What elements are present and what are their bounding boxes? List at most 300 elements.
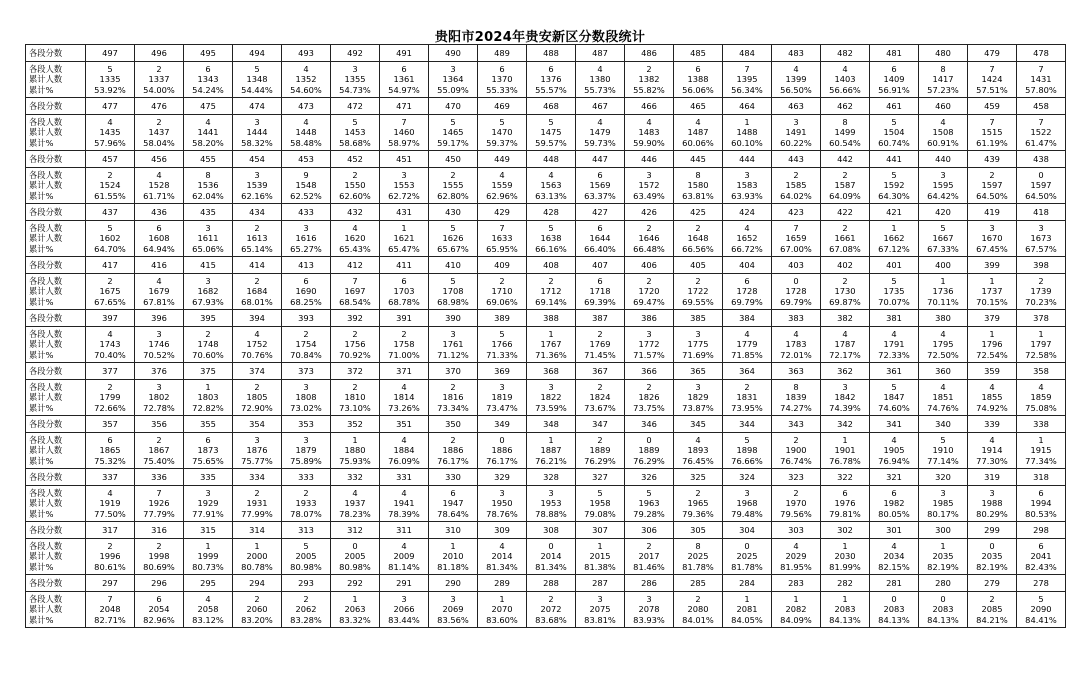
stats-cell — [870, 327, 919, 363]
cumulative-percent: 75.32% — [94, 455, 126, 466]
score-cell: 455 — [184, 151, 233, 168]
stats-cell — [1017, 592, 1066, 628]
cumulative-percent: 73.34% — [437, 402, 469, 413]
cumulative-count: 1730 — [834, 286, 856, 297]
score-cell: 445 — [674, 151, 723, 168]
stats-cell — [233, 486, 282, 522]
score-cell: 485 — [674, 45, 723, 62]
segment-count: 2 — [450, 382, 456, 393]
stats-cell — [478, 486, 527, 522]
cumulative-percent: 54.73% — [339, 84, 371, 95]
cumulative-percent: 82.96% — [143, 614, 175, 625]
score-cell: 471 — [380, 98, 429, 115]
cumulative-percent: 57.80% — [1025, 84, 1057, 95]
cumulative-count: 1901 — [834, 445, 856, 456]
stats-cell — [478, 115, 527, 151]
segment-count: 2 — [107, 541, 113, 552]
segment-count: 2 — [107, 276, 113, 287]
segment-count: 8 — [940, 64, 946, 75]
stats-cell — [380, 221, 429, 257]
stats-cell — [919, 433, 968, 469]
cumulative-percent: 67.12% — [878, 243, 910, 254]
cumulative-percent: 60.54% — [829, 137, 861, 148]
cumulative-count: 1910 — [932, 445, 954, 456]
segment-count: 2 — [254, 382, 260, 393]
cumulative-percent: 71.57% — [633, 349, 665, 360]
score-cell: 426 — [625, 204, 674, 221]
cumulative-count: 1879 — [295, 445, 317, 456]
cumulative-count: 1348 — [246, 74, 268, 85]
stats-cell — [919, 274, 968, 310]
stats-cell — [772, 327, 821, 363]
segment-count: 2 — [989, 170, 995, 181]
page-title: 贵阳市2024年贵安新区分数段统计 — [434, 30, 646, 45]
cumulative-percent: 56.34% — [731, 84, 763, 95]
stats-cell — [86, 221, 135, 257]
score-cell: 329 — [478, 469, 527, 486]
cumulative-count: 1441 — [197, 127, 219, 138]
cumulative-count: 1399 — [785, 74, 807, 85]
score-cell: 323 — [772, 469, 821, 486]
score-cell: 345 — [674, 416, 723, 433]
cumulative-percent: 59.57% — [535, 137, 567, 148]
cumulative-count: 1587 — [834, 180, 856, 191]
score-cell: 379 — [968, 310, 1017, 327]
stats-label-cell — [26, 221, 86, 257]
score-cell: 344 — [723, 416, 772, 433]
score-cell: 363 — [772, 363, 821, 380]
cumulative-percent: 72.90% — [241, 402, 273, 413]
stats-cell — [478, 327, 527, 363]
score-cell: 365 — [674, 363, 723, 380]
stats-cell — [429, 168, 478, 204]
cumulative-percent: 66.56% — [682, 243, 714, 254]
stats-cell — [1017, 221, 1066, 257]
score-cell: 279 — [968, 575, 1017, 592]
stats-cell — [1017, 327, 1066, 363]
cumulative-count: 1947 — [442, 498, 464, 509]
score-cell: 351 — [380, 416, 429, 433]
score-cell: 357 — [86, 416, 135, 433]
stats-cell — [1017, 168, 1066, 204]
segment-count: 1 — [1038, 435, 1044, 446]
stats-cell — [429, 539, 478, 575]
cumulative-count: 1592 — [883, 180, 905, 191]
segment-count: 2 — [156, 435, 162, 446]
cumulative-count: 1831 — [736, 392, 758, 403]
cumulative-percent: 67.81% — [143, 296, 175, 307]
score-cell: 341 — [870, 416, 919, 433]
stats-cell — [478, 168, 527, 204]
cumulative-percent: 82.19% — [976, 561, 1008, 572]
segment-count: 2 — [450, 170, 456, 181]
score-cell: 378 — [1017, 310, 1066, 327]
score-cell: 292 — [331, 575, 380, 592]
score-cell: 295 — [184, 575, 233, 592]
cumulative-percent: 84.09% — [780, 614, 812, 625]
score-cell: 340 — [919, 416, 968, 433]
cumulative-count: 1417 — [932, 74, 954, 85]
cumulative-count: 1652 — [736, 233, 758, 244]
score-cell: 399 — [968, 257, 1017, 274]
score-cell: 307 — [576, 522, 625, 539]
segment-count: 6 — [401, 276, 407, 287]
cumulative-count: 2075 — [589, 604, 611, 615]
label-percent: 累计% — [29, 137, 54, 148]
segment-count: 1 — [842, 435, 848, 446]
cumulative-count: 2048 — [99, 604, 121, 615]
cumulative-count: 1803 — [197, 392, 219, 403]
cumulative-count: 1783 — [785, 339, 807, 350]
stats-cell — [821, 433, 870, 469]
score-cell: 322 — [821, 469, 870, 486]
segment-count: 5 — [1038, 594, 1044, 605]
stats-label-cell — [26, 327, 86, 363]
stats-cell — [870, 62, 919, 98]
segment-count: 5 — [450, 223, 456, 234]
label-cumulative: 累计人数 — [29, 392, 63, 403]
score-cell: 416 — [135, 257, 184, 274]
stats-cell — [1017, 62, 1066, 98]
stats-cell — [723, 486, 772, 522]
stats-cell — [135, 539, 184, 575]
cumulative-percent: 68.25% — [290, 296, 322, 307]
cumulative-percent: 81.38% — [584, 561, 616, 572]
cumulative-percent: 63.13% — [535, 190, 567, 201]
cumulative-percent: 84.21% — [976, 614, 1008, 625]
score-cell: 427 — [576, 204, 625, 221]
cumulative-count: 2029 — [785, 551, 807, 562]
cumulative-percent: 76.78% — [829, 455, 861, 466]
segment-count: 3 — [499, 488, 505, 499]
segment-count: 4 — [401, 382, 407, 393]
score-cell: 282 — [821, 575, 870, 592]
score-cell: 373 — [282, 363, 331, 380]
score-cell: 495 — [184, 45, 233, 62]
cumulative-percent: 76.17% — [486, 455, 518, 466]
stats-cell — [772, 486, 821, 522]
segment-count: 7 — [989, 64, 995, 75]
score-cell: 432 — [331, 204, 380, 221]
stats-cell — [184, 380, 233, 416]
stats-cell — [919, 168, 968, 204]
score-cell: 319 — [968, 469, 1017, 486]
score-cell: 417 — [86, 257, 135, 274]
segment-count: 6 — [1038, 488, 1044, 499]
score-cell: 313 — [282, 522, 331, 539]
score-cell: 374 — [233, 363, 282, 380]
score-cell: 444 — [723, 151, 772, 168]
cumulative-percent: 76.21% — [535, 455, 567, 466]
stats-cell — [674, 592, 723, 628]
stats-label-cell — [26, 168, 86, 204]
cumulative-percent: 83.28% — [290, 614, 322, 625]
cumulative-count: 1550 — [344, 180, 366, 191]
segment-count: 3 — [499, 382, 505, 393]
cumulative-percent: 68.98% — [437, 296, 469, 307]
stats-cell — [527, 380, 576, 416]
stats-cell — [674, 274, 723, 310]
score-cell: 330 — [429, 469, 478, 486]
segment-count: 4 — [744, 223, 750, 234]
cumulative-percent: 80.53% — [1025, 508, 1057, 519]
segment-count: 4 — [989, 435, 995, 446]
score-cell: 286 — [625, 575, 674, 592]
cumulative-count: 2030 — [834, 551, 856, 562]
score-cell: 472 — [331, 98, 380, 115]
cumulative-percent: 80.61% — [94, 561, 126, 572]
score-cell: 331 — [380, 469, 429, 486]
cumulative-count: 1728 — [785, 286, 807, 297]
cumulative-percent: 71.45% — [584, 349, 616, 360]
cumulative-percent: 60.91% — [927, 137, 959, 148]
segment-count: 4 — [303, 64, 309, 75]
cumulative-count: 1735 — [883, 286, 905, 297]
cumulative-count: 1814 — [393, 392, 415, 403]
cumulative-percent: 71.12% — [437, 349, 469, 360]
segment-count: 2 — [548, 276, 554, 287]
segment-count: 6 — [156, 594, 162, 605]
score-cell: 306 — [625, 522, 674, 539]
score-row — [26, 522, 1066, 539]
stats-cell — [380, 327, 429, 363]
stats-cell — [919, 592, 968, 628]
segment-count: 4 — [401, 435, 407, 446]
stats-cell — [870, 539, 919, 575]
score-cell: 461 — [870, 98, 919, 115]
stats-cell — [233, 221, 282, 257]
stats-row — [26, 433, 1066, 469]
score-cell: 465 — [674, 98, 723, 115]
stats-cell — [331, 592, 380, 628]
segment-count: 2 — [793, 435, 799, 446]
segment-count: 4 — [695, 435, 701, 446]
segment-count: 4 — [107, 329, 113, 340]
score-cell: 453 — [282, 151, 331, 168]
cumulative-count: 1847 — [883, 392, 905, 403]
cumulative-count: 1337 — [148, 74, 170, 85]
score-cell: 458 — [1017, 98, 1066, 115]
segment-count: 6 — [891, 64, 897, 75]
cumulative-percent: 68.01% — [241, 296, 273, 307]
stats-cell — [870, 274, 919, 310]
stats-cell — [772, 433, 821, 469]
cumulative-percent: 83.12% — [192, 614, 224, 625]
segment-count: 4 — [891, 329, 897, 340]
segment-count: 5 — [499, 117, 505, 128]
cumulative-count: 1865 — [99, 445, 121, 456]
cumulative-count: 2062 — [295, 604, 317, 615]
cumulative-percent: 57.23% — [927, 84, 959, 95]
segment-count: 4 — [156, 170, 162, 181]
segment-count: 3 — [646, 594, 652, 605]
label-cumulative: 累计人数 — [29, 127, 63, 138]
score-cell: 394 — [233, 310, 282, 327]
cumulative-percent: 59.37% — [486, 137, 518, 148]
label-percent: 累计% — [29, 402, 54, 413]
score-cell: 284 — [723, 575, 772, 592]
segment-count: 5 — [940, 223, 946, 234]
label-percent: 累计% — [29, 349, 54, 360]
cumulative-count: 2081 — [736, 604, 758, 615]
cumulative-percent: 79.48% — [731, 508, 763, 519]
cumulative-count: 1583 — [736, 180, 758, 191]
segment-count: 4 — [352, 223, 358, 234]
score-cell: 287 — [576, 575, 625, 592]
stats-cell — [184, 221, 233, 257]
stats-cell — [674, 486, 723, 522]
score-cell: 411 — [380, 257, 429, 274]
segment-count: 2 — [156, 117, 162, 128]
cumulative-count: 1335 — [99, 74, 121, 85]
stats-cell — [282, 168, 331, 204]
cumulative-percent: 56.50% — [780, 84, 812, 95]
segment-count: 4 — [548, 170, 554, 181]
stats-cell — [429, 327, 478, 363]
stats-cell — [429, 433, 478, 469]
stats-cell — [1017, 274, 1066, 310]
cumulative-count: 1893 — [687, 445, 709, 456]
cumulative-count: 1504 — [883, 127, 905, 138]
segment-count: 2 — [695, 488, 701, 499]
score-cell: 446 — [625, 151, 674, 168]
cumulative-count: 2025 — [687, 551, 709, 562]
segment-count: 3 — [254, 170, 260, 181]
stats-cell — [968, 539, 1017, 575]
cumulative-count: 1884 — [393, 445, 415, 456]
cumulative-percent: 55.82% — [633, 84, 665, 95]
segment-count: 4 — [303, 117, 309, 128]
cumulative-count: 1355 — [344, 74, 366, 85]
stats-cell — [919, 221, 968, 257]
stats-cell — [233, 115, 282, 151]
cumulative-count: 1953 — [540, 498, 562, 509]
cumulative-count: 1431 — [1030, 74, 1052, 85]
cumulative-count: 1569 — [589, 180, 611, 191]
score-row — [26, 310, 1066, 327]
segment-count: 2 — [254, 223, 260, 234]
cumulative-percent: 70.23% — [1025, 296, 1057, 307]
score-cell: 481 — [870, 45, 919, 62]
segment-count: 1 — [352, 435, 358, 446]
cumulative-percent: 73.02% — [290, 402, 322, 413]
stats-cell — [821, 221, 870, 257]
cumulative-count: 1926 — [148, 498, 170, 509]
score-cell: 449 — [478, 151, 527, 168]
segment-count: 0 — [793, 276, 799, 287]
score-cell: 459 — [968, 98, 1017, 115]
segment-count: 3 — [205, 223, 211, 234]
stats-row — [26, 168, 1066, 204]
stats-cell — [184, 168, 233, 204]
score-cell: 437 — [86, 204, 135, 221]
score-cell: 433 — [282, 204, 331, 221]
cumulative-count: 2058 — [197, 604, 219, 615]
segment-count: 2 — [352, 170, 358, 181]
cumulative-count: 1616 — [295, 233, 317, 244]
cumulative-percent: 55.09% — [437, 84, 469, 95]
score-label-cell: 各段分数 — [26, 310, 86, 327]
cumulative-count: 1659 — [785, 233, 807, 244]
score-cell: 376 — [135, 363, 184, 380]
score-cell: 405 — [674, 257, 723, 274]
cumulative-percent: 62.80% — [437, 190, 469, 201]
cumulative-count: 1859 — [1030, 392, 1052, 403]
stats-cell — [86, 115, 135, 151]
stats-cell — [674, 380, 723, 416]
cumulative-count: 1602 — [99, 233, 121, 244]
segment-count: 1 — [205, 541, 211, 552]
cumulative-percent: 79.56% — [780, 508, 812, 519]
segment-count: 4 — [842, 329, 848, 340]
segment-count: 6 — [695, 64, 701, 75]
cumulative-count: 1931 — [246, 498, 268, 509]
cumulative-percent: 73.75% — [633, 402, 665, 413]
segment-count: 2 — [646, 276, 652, 287]
cumulative-count: 2080 — [687, 604, 709, 615]
stats-cell — [380, 486, 429, 522]
cumulative-percent: 71.69% — [682, 349, 714, 360]
cumulative-count: 2078 — [638, 604, 660, 615]
cumulative-count: 1572 — [638, 180, 660, 191]
stats-cell — [772, 221, 821, 257]
cumulative-count: 1670 — [981, 233, 1003, 244]
stats-cell — [576, 380, 625, 416]
cumulative-percent: 63.81% — [682, 190, 714, 201]
label-percent: 累计% — [29, 190, 54, 201]
cumulative-count: 1988 — [981, 498, 1003, 509]
cumulative-percent: 75.89% — [290, 455, 322, 466]
score-cell: 422 — [821, 204, 870, 221]
cumulative-percent: 77.99% — [241, 508, 273, 519]
segment-count: 3 — [842, 382, 848, 393]
cumulative-percent: 74.76% — [927, 402, 959, 413]
segment-count: 5 — [597, 488, 603, 499]
stats-cell — [674, 221, 723, 257]
segment-count: 4 — [107, 488, 113, 499]
segment-count: 6 — [597, 170, 603, 181]
score-row — [26, 416, 1066, 433]
cumulative-count: 1839 — [785, 392, 807, 403]
cumulative-count: 1621 — [393, 233, 415, 244]
score-cell: 434 — [233, 204, 282, 221]
segment-count: 4 — [940, 382, 946, 393]
cumulative-percent: 64.50% — [1025, 190, 1057, 201]
cumulative-percent: 63.49% — [633, 190, 665, 201]
score-cell: 486 — [625, 45, 674, 62]
cumulative-count: 1479 — [589, 127, 611, 138]
cumulative-percent: 65.47% — [388, 243, 420, 254]
stats-cell — [625, 592, 674, 628]
cumulative-percent: 69.06% — [486, 296, 518, 307]
cumulative-count: 1810 — [344, 392, 366, 403]
score-cell: 421 — [870, 204, 919, 221]
cumulative-count: 1867 — [148, 445, 170, 456]
cumulative-count: 1898 — [736, 445, 758, 456]
score-cell: 480 — [919, 45, 968, 62]
cumulative-percent: 75.77% — [241, 455, 273, 466]
score-cell: 289 — [478, 575, 527, 592]
stats-cell — [478, 221, 527, 257]
stats-label-cell — [26, 380, 86, 416]
cumulative-count: 1608 — [148, 233, 170, 244]
score-cell: 377 — [86, 363, 135, 380]
cumulative-percent: 57.96% — [94, 137, 126, 148]
score-cell: 316 — [135, 522, 184, 539]
stats-cell — [821, 486, 870, 522]
cumulative-percent: 79.08% — [584, 508, 616, 519]
segment-count: 6 — [156, 223, 162, 234]
